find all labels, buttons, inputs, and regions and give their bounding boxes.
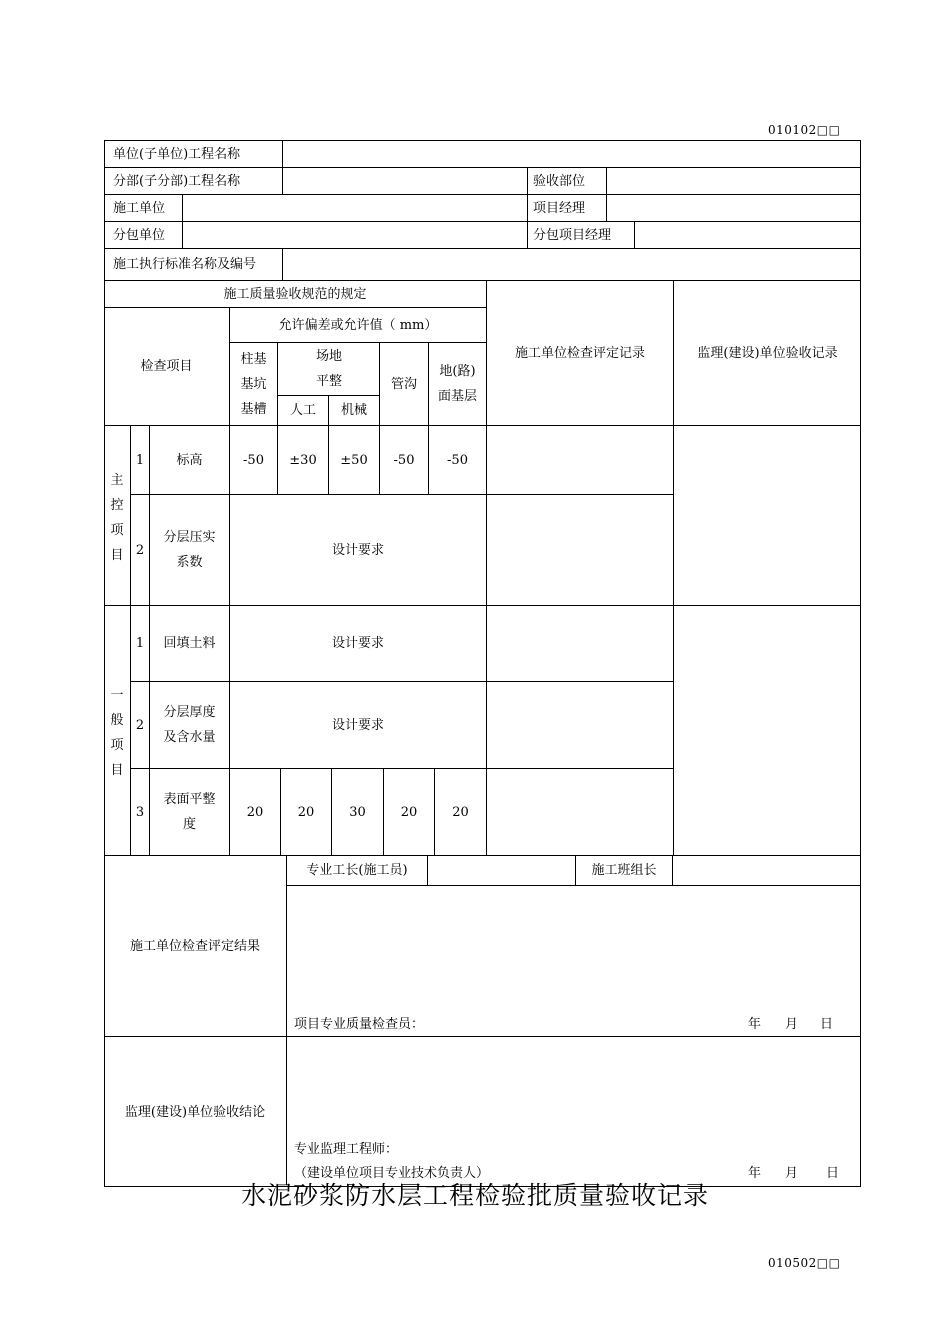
- value-cell: 20: [400, 804, 418, 820]
- row-divider: [104, 221, 861, 222]
- date-year: 年: [748, 1166, 762, 1181]
- document-code: 010502□□: [768, 1256, 841, 1270]
- supervising-engineer-label: 专业监理工程师：: [294, 1142, 399, 1157]
- requirement-cell: 设计要求: [331, 636, 384, 651]
- column-divider: [606, 167, 607, 194]
- column-divider: [527, 167, 528, 194]
- supervisor-conclusion-label: 监理(建设)单位验收结论: [124, 1104, 266, 1120]
- standard-label: 施工执行标准名称及编号: [113, 257, 257, 272]
- inspection-record-form: [104, 140, 861, 1187]
- item-name-elevation: 标高: [176, 452, 203, 468]
- item-name-layer-thickness: 分层厚度 及含水量: [163, 705, 216, 745]
- owner-tech-lead-label: （建设单位项目专业技术负责人）: [294, 1166, 490, 1181]
- column-divider: [634, 221, 635, 248]
- column-divider: [527, 194, 528, 248]
- road-base-column-header: 地(路) 面基层: [437, 364, 477, 404]
- subcontract-unit-label: 分包单位: [113, 228, 166, 243]
- item-number: 1: [135, 636, 145, 651]
- requirement-cell: 设计要求: [331, 542, 384, 558]
- value-cell: -50: [243, 452, 264, 468]
- unit-project-label: 单位(子单位)工程名称: [113, 147, 241, 162]
- site-leveling-header: 场地 平整: [315, 349, 342, 389]
- column-divider: [286, 855, 287, 1185]
- supervisor-record-header: 监理(建设)单位验收记录: [697, 345, 838, 361]
- column-divider: [282, 248, 283, 280]
- project-manager-label: 项目经理: [533, 201, 586, 216]
- item-name-compaction: 分层压实 系数: [163, 530, 216, 570]
- value-cell: 20: [246, 804, 264, 820]
- document-code: 010102□□: [768, 123, 841, 137]
- row-divider: [286, 885, 861, 886]
- item-number: 2: [135, 717, 145, 733]
- row-divider: [104, 167, 861, 168]
- item-name-flatness: 表面平整 度: [163, 792, 216, 832]
- constructor-result-label: 施工单位检查评定结果: [129, 938, 260, 954]
- foundation-column-header: 柱基 基坑 基槽: [240, 351, 267, 417]
- manual-column-header: 人工: [289, 403, 316, 418]
- construction-unit-label: 施工单位: [113, 201, 166, 216]
- column-divider: [606, 194, 607, 221]
- acceptance-part-label: 验收部位: [533, 174, 586, 189]
- inspection-item-header: 检查项目: [140, 359, 193, 374]
- subcontract-manager-label: 分包项目经理: [533, 228, 612, 243]
- item-name-backfill: 回填土料: [163, 636, 216, 651]
- general-group-label: 一 般 项 目: [110, 688, 124, 778]
- spec-header: 施工质量验收规范的规定: [223, 286, 367, 302]
- item-number: 2: [135, 542, 145, 558]
- team-leader-label: 施工班组长: [591, 863, 657, 878]
- trench-column-header: 管沟: [390, 376, 417, 392]
- row-divider: [104, 248, 861, 249]
- date-month: 月: [785, 1166, 799, 1181]
- column-divider: [182, 194, 183, 248]
- value-cell: ±30: [289, 452, 317, 468]
- value-cell: 20: [297, 804, 315, 820]
- value-cell: 20: [452, 804, 469, 820]
- column-divider: [672, 855, 673, 885]
- next-form-title: 水泥砂浆防水层工程检验批质量验收记录: [240, 1181, 709, 1210]
- value-cell: ±50: [340, 452, 368, 468]
- foreman-label: 专业工长(施工员): [306, 863, 408, 878]
- value-cell: -50: [393, 452, 415, 468]
- quality-inspector-label: 项目专业质量检查员：: [294, 1017, 425, 1032]
- date-month: 月: [785, 1017, 799, 1032]
- item-number: 3: [135, 804, 145, 820]
- main-control-group-label: 主 控 项 目: [110, 473, 124, 563]
- machine-column-header: 机械: [340, 403, 367, 418]
- item-number: 1: [135, 452, 145, 468]
- value-cell: -50: [447, 452, 468, 468]
- column-divider: [427, 855, 428, 885]
- constructor-record-header: 施工单位检查评定记录: [514, 345, 645, 361]
- date-year: 年: [748, 1017, 762, 1032]
- date-day: 日: [826, 1166, 840, 1181]
- date-day: 日: [820, 1017, 834, 1032]
- row-divider: [104, 194, 861, 195]
- requirement-cell: 设计要求: [331, 717, 384, 733]
- column-divider: [282, 140, 283, 167]
- tolerance-header: 允许偏差或允许值（ mm）: [278, 317, 438, 333]
- value-cell: 30: [349, 804, 366, 820]
- column-divider: [282, 167, 283, 194]
- division-project-label: 分部(子分部)工程名称: [113, 174, 241, 189]
